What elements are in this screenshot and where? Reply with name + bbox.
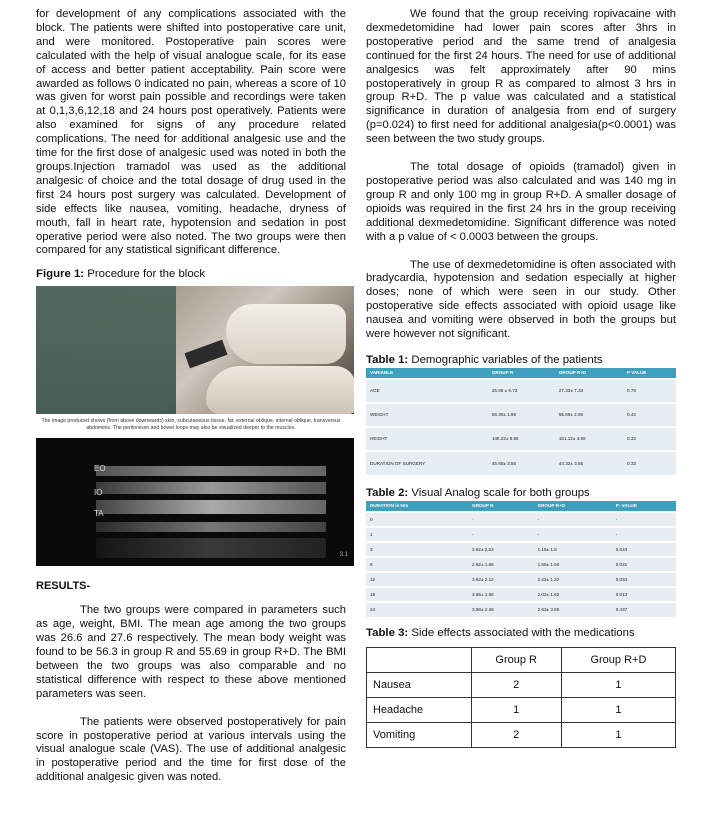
table-row <box>366 403 676 427</box>
table-cell: 1 <box>561 697 675 722</box>
table-cell: 6 <box>366 557 468 572</box>
table-cell: - <box>612 527 676 542</box>
table-row <box>366 557 676 572</box>
table-2-label: Table 2: <box>366 486 409 499</box>
table-cell: - <box>534 512 612 527</box>
table-row <box>366 542 676 557</box>
table-cell: Headache <box>367 697 472 722</box>
side-effects-table <box>366 647 676 748</box>
table-row <box>367 697 676 722</box>
table-cell: 149.22± 5.66 <box>488 427 555 451</box>
table-cell: 1 <box>366 527 468 542</box>
table-cell: - <box>468 512 534 527</box>
table-cell: 2.63± 3.86 <box>534 602 612 617</box>
image-caption: The image produced shows (from above downwards) skin, subcutaneous tissue, fat, external oblique, internal oblique, transversus abdominis. The peritoneum and bowel loops may also be visualized deeper to the muscles. <box>41 418 341 432</box>
table-row <box>366 427 676 451</box>
demographics-table <box>366 368 676 475</box>
vas-table <box>366 501 676 617</box>
us-layer-deep <box>96 538 326 558</box>
table-cell: 1.16± 1.8 <box>534 542 612 557</box>
us-depth-value: 3.1 <box>339 552 348 559</box>
surgical-drape <box>36 286 176 414</box>
table-cell: 0.79 <box>623 379 676 403</box>
table-cell: 0.33 <box>623 451 676 475</box>
table-cell: Vomiting <box>367 722 472 747</box>
table-2-title: Visual Analog scale for both groups <box>411 486 590 499</box>
table-cell: 0.024 <box>612 542 676 557</box>
table-cell: 151.12± 4.66 <box>555 427 623 451</box>
table-cell: 56.30± 1.86 <box>488 403 555 427</box>
left-column <box>36 8 346 785</box>
table-cell: HEIGHT <box>366 427 488 451</box>
table-cell: 2.02± 1.62 <box>534 587 612 602</box>
table-row <box>366 587 676 602</box>
table-cell: - <box>468 527 534 542</box>
table-cell: 0.034 <box>612 572 676 587</box>
gloved-hand-upper <box>226 304 346 364</box>
table-cell: 26.66 ± 6.73 <box>488 379 555 403</box>
results-heading: RESULTS- <box>36 580 91 593</box>
table-cell: DURATION OF SURGERY <box>366 451 488 475</box>
header-cell: P- VALUE <box>612 501 676 512</box>
table-cell: Nausea <box>367 672 472 697</box>
us-label-eo: EO <box>94 464 106 474</box>
table-2-caption <box>366 487 676 499</box>
table-cell: 3 <box>366 542 468 557</box>
table-1-label: Table 1: <box>366 353 409 366</box>
us-label-ta: TA <box>94 509 104 519</box>
table-row <box>366 572 676 587</box>
ultrasound-image <box>36 438 354 566</box>
table-row <box>366 451 676 475</box>
table-cell: - <box>534 527 612 542</box>
table-row <box>366 602 676 617</box>
header-cell: P VALUE <box>623 368 676 379</box>
right-paragraph-1: We found that the group receiving ropivacaine with dexmedetomidine had lower pain scores after 3hrs in postoperative period and the same trend of analgesia continued for the first 24 hours. The need for use of additional analgesics was felt approximately after 90 mins postoperatively in group R as compared to almost 3 hrs in group R+D. The p value was calculated and a statistical significance in duration of analgesia from end of surgery (p=0.024) to first need for additional analgesia(p<0.0001) was seen between the two study groups. <box>366 8 676 146</box>
left-paragraph-2: The two groups were compared in parameters such as age, weight, BMI. The mean age among the two groups was 26.6 and 27.6 respectively. The mean body weight was found to be 56.3 in group R and 55.69 in group R+D. The BMI between the two groups was also comparable and no statistical difference with respect to these above mentioned parameters was seen. <box>36 604 346 700</box>
table-cell: 3.62± 2.12 <box>468 572 534 587</box>
table-cell: 0.013 <box>612 587 676 602</box>
table-cell: 12 <box>366 572 468 587</box>
table-cell: - <box>612 512 676 527</box>
table-header-row <box>366 368 676 379</box>
table-cell: 2.82± 1.66 <box>468 557 534 572</box>
left-paragraph-3: The patients were observed postoperatively for pain score in postoperative period at various intervals using the visual analogue scale (VAS). The use of additional analgesic in postoperative period and the time for first dose of the additional analgesic given was noted. <box>36 715 346 784</box>
table-cell: 1 <box>561 722 675 747</box>
us-layer-eo <box>96 482 326 494</box>
table-header-row <box>366 501 676 512</box>
table-3-label: Table 3: <box>366 626 409 639</box>
header-cell <box>367 647 472 672</box>
table-row <box>367 722 676 747</box>
header-cell: VARIABLE <box>366 368 488 379</box>
table-cell: 45.60± 3.56 <box>488 451 555 475</box>
table-cell: 18 <box>366 587 468 602</box>
figure-title: Procedure for the block <box>87 268 206 281</box>
header-cell: Group R <box>471 647 561 672</box>
table-1-caption <box>366 354 676 366</box>
table-cell: 0.32 <box>623 427 676 451</box>
table-cell: 24 <box>366 602 468 617</box>
figure-label: Figure 1: <box>36 268 85 281</box>
header-cell: Group R+D <box>561 647 675 672</box>
table-cell: 1 <box>561 672 675 697</box>
table-cell: 1 <box>471 697 561 722</box>
table-cell: 1.55± 1.50 <box>534 557 612 572</box>
header-cell: GROUP R+D <box>555 368 623 379</box>
table-cell: 2.22± 1.22 <box>534 572 612 587</box>
header-cell: GROUP R+D <box>534 501 612 512</box>
table-3-caption <box>366 627 676 639</box>
header-cell: GROUP R <box>488 368 555 379</box>
table-cell: 2 <box>471 672 561 697</box>
table-row <box>366 512 676 527</box>
table-cell: 2.92± 2.22 <box>468 542 534 557</box>
table-cell: 44.32± 3.66 <box>555 451 623 475</box>
us-layer-ta <box>96 522 326 532</box>
table-cell: 0.437 <box>612 602 676 617</box>
table-cell: 27.33± 7.33 <box>555 379 623 403</box>
table-1-title: Demographic variables of the patients <box>411 353 603 366</box>
right-paragraph-3: The use of dexmedetomidine is often associated with bradycardia, hypotension and sedation especially at higher doses; none of which were seen in our study. Other postoperative side effects associated with opioid usage like nausea and vomiting were observed in both the groups but were however not significant. <box>366 258 676 341</box>
table-cell: 0.44 <box>623 403 676 427</box>
us-label-io: IO <box>94 488 103 498</box>
table-row <box>367 672 676 697</box>
table-row <box>366 527 676 542</box>
procedure-photo <box>36 286 354 414</box>
right-paragraph-2: The total dosage of opioids (tramadol) given in postoperative period was also calculated and was 140 mg in group R and only 100 mg in group R+D. A smaller dosage of opioids was required in the first 24 hrs in the group receiving additional dexmedetomidine. Significant difference was noted with a p value of < 0.0003 between the groups. <box>366 161 676 243</box>
left-paragraph-1: for development of any complications associated with the block. The patients were shifted into postoperative care unit, and were monitored. Postoperative pain scores were calculated with the help of visual analogue scale, for its ease of access and better patient acceptability. Pain score were awarded as follows 0 indicated no pain, whereas a score of 10 was given for worst pain possible and recordings were taken at 0,1,3,6,12,18 and 24 hours post operatively. Patients were also examined for signs of any procedure related complications. The need for additional analgesic use and the time for the first dose of analgesic used was noted in both the groups.Injection tramadol was used as the additional analgesic of choice and the total dosage of drug used in the first 24 hours post surgery was calculated. Development of side effects like nausea, vomiting, headache, dryness of mouth, fall in heart rate, hypotension and sedation in post operative period were also noted. The two groups were then compared for any statistical significant difference. <box>36 8 346 257</box>
table-cell: 3.55± 1.56 <box>468 587 534 602</box>
table-cell: AGE <box>366 379 488 403</box>
table-cell: 0 <box>366 512 468 527</box>
us-layer-io <box>96 500 326 514</box>
header-cell: DURATION in Hrs <box>366 501 468 512</box>
us-layer-skin <box>96 466 326 476</box>
table-cell: 0.031 <box>612 557 676 572</box>
table-3-title: Side effects associated with the medications <box>411 626 635 639</box>
table-cell: WEIGHT <box>366 403 488 427</box>
gloved-hand-lower <box>206 366 354 414</box>
table-cell: 3.56± 2.46 <box>468 602 534 617</box>
table-cell: 2 <box>471 722 561 747</box>
header-cell: GROUP R <box>468 501 534 512</box>
table-row <box>366 379 676 403</box>
table-header-row <box>367 647 676 672</box>
table-cell: 55.69± 2.59 <box>555 403 623 427</box>
needle-probe <box>184 340 227 369</box>
figure-1-caption <box>36 268 346 280</box>
right-column <box>366 8 676 748</box>
